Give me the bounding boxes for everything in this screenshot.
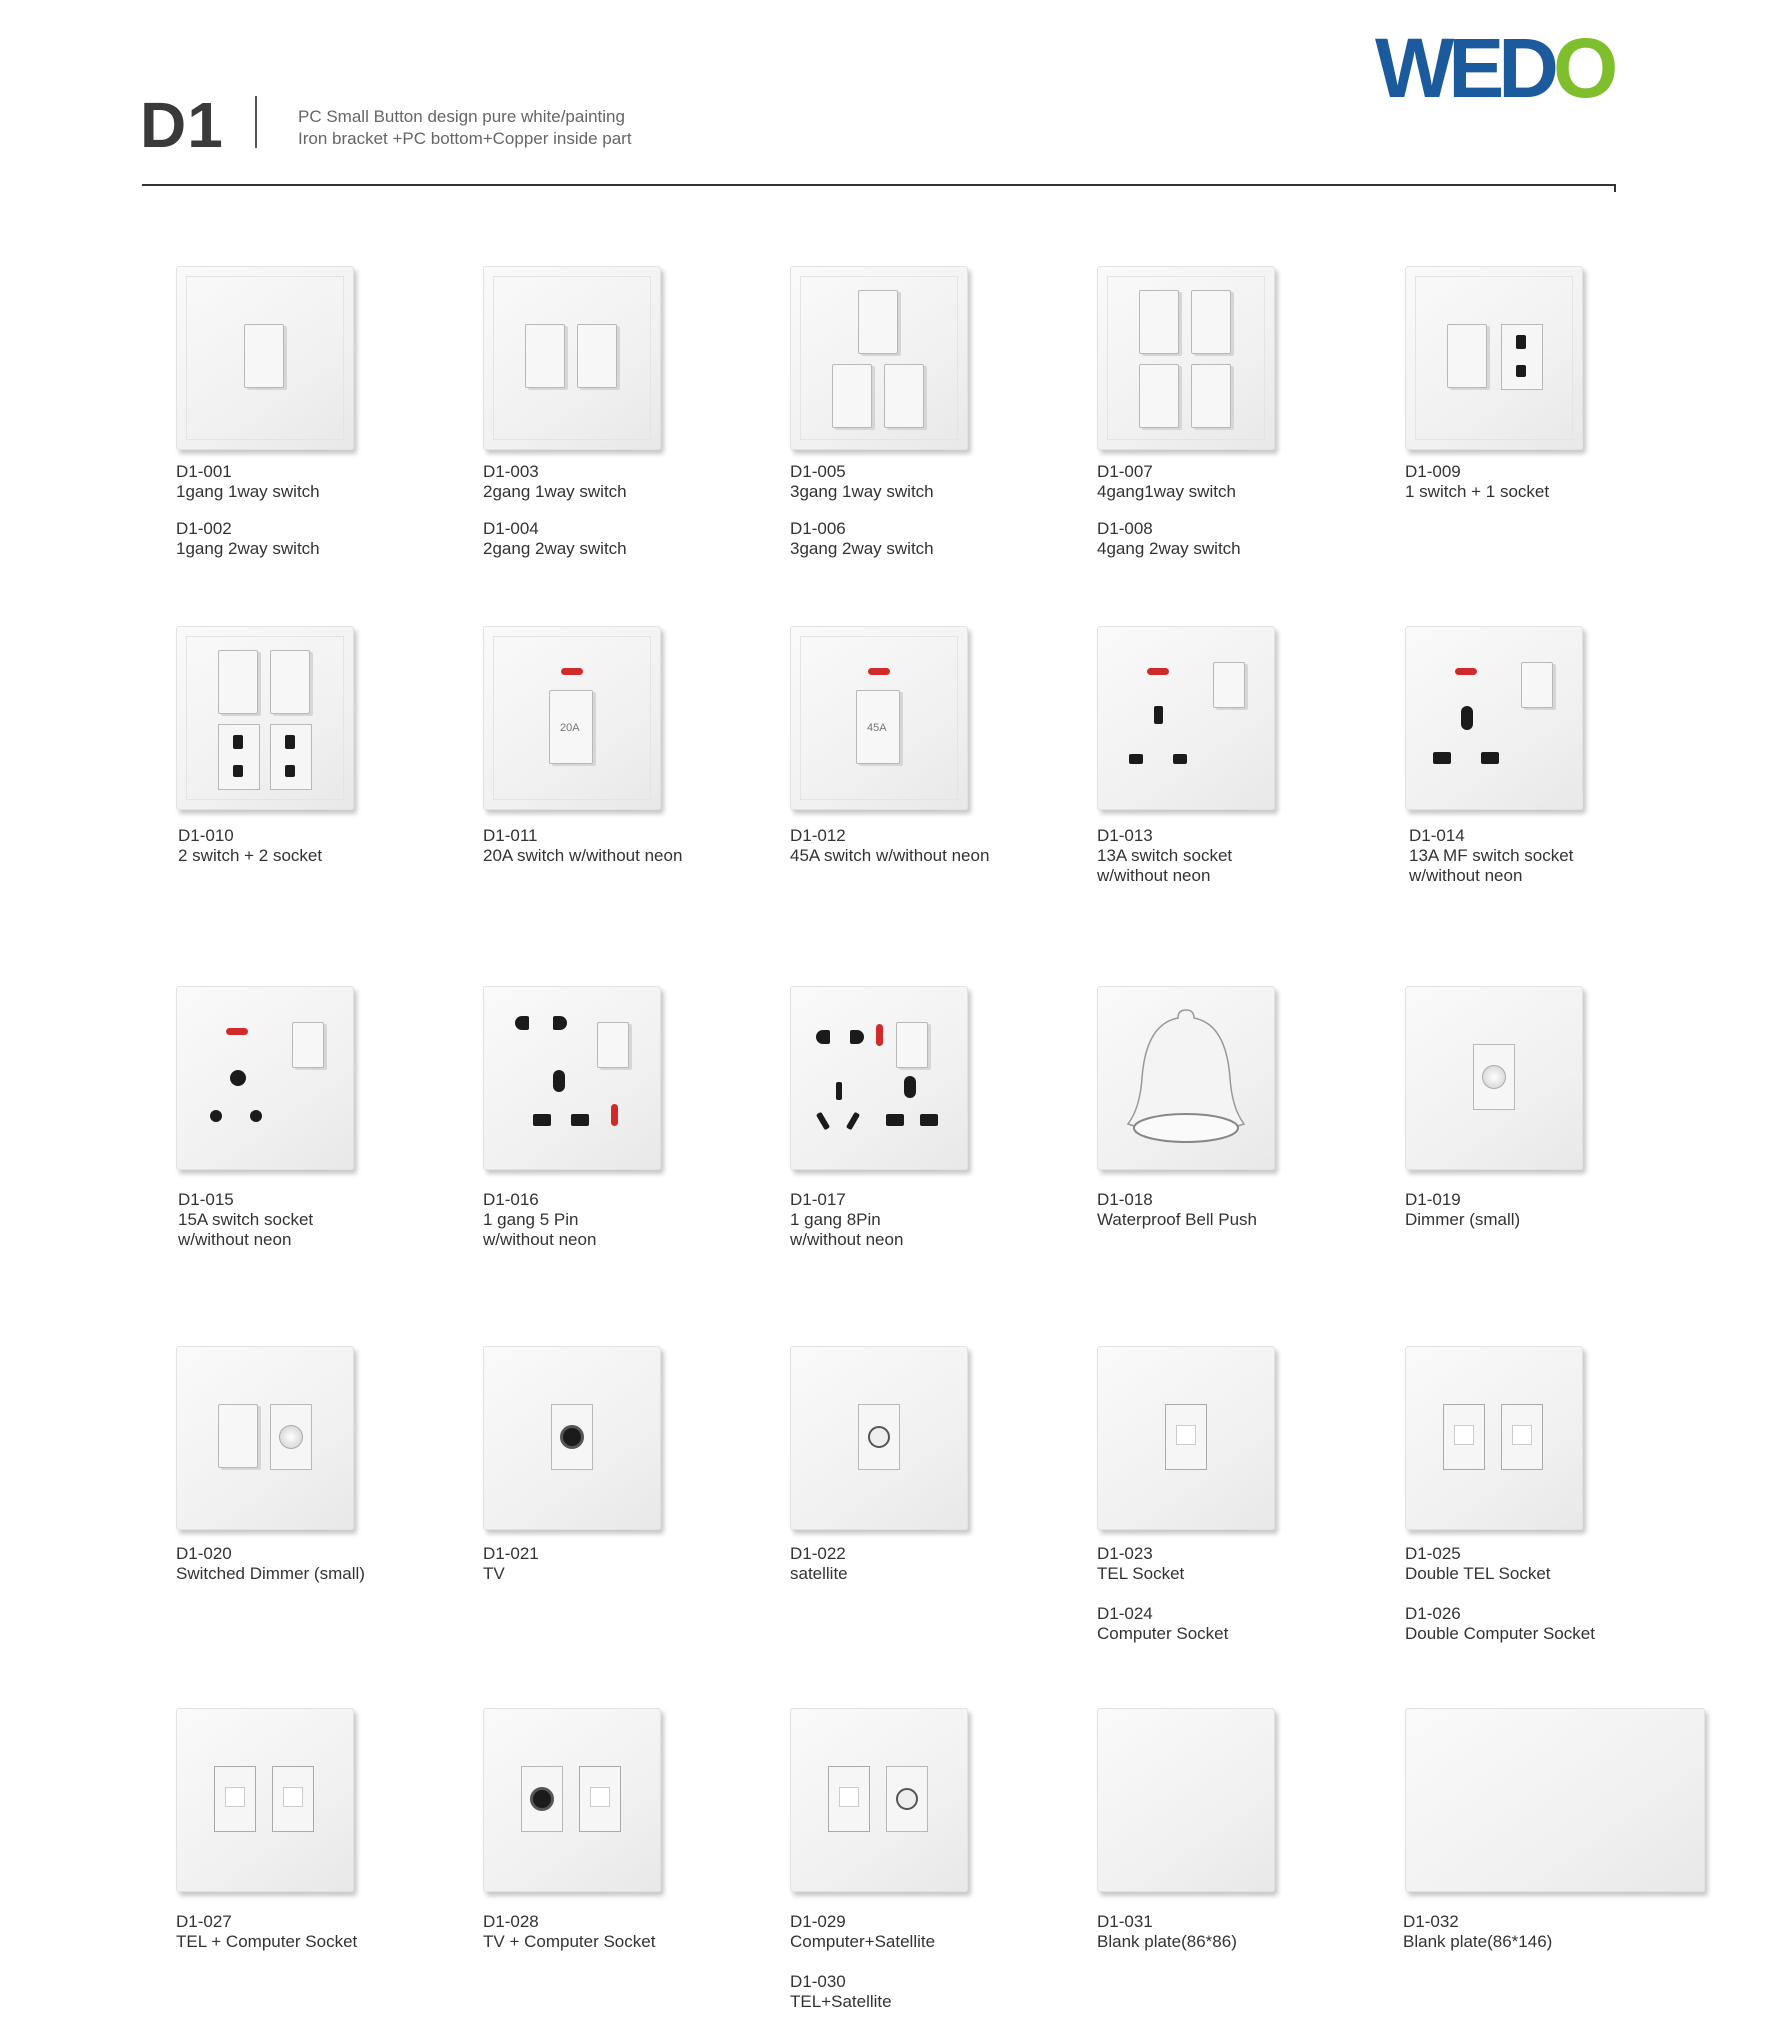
product-code: D1-010 — [178, 826, 234, 845]
product-image-d1-005 — [790, 266, 968, 450]
product-image-d1-018 — [1097, 986, 1275, 1170]
product-code: D1-016 — [483, 1190, 539, 1209]
product-image-d1-003 — [483, 266, 661, 450]
product-image-d1-016 — [483, 986, 661, 1170]
product-code: D1-008 — [1097, 519, 1153, 538]
product-image-d1-021 — [483, 1346, 661, 1530]
product-code: D1-027 — [176, 1912, 232, 1931]
product-code: D1-014 — [1409, 826, 1465, 845]
product-image-d1-014 — [1405, 626, 1583, 810]
satellite-port-icon — [868, 1426, 890, 1448]
logo-text-blue: WED — [1375, 21, 1553, 115]
header-rule-cap — [1614, 184, 1616, 192]
product-code: D1-022 — [790, 1544, 846, 1563]
product-code: D1-009 — [1405, 462, 1461, 481]
product-code: D1-031 — [1097, 1912, 1153, 1931]
product-name: 1gang 1way switch — [176, 482, 320, 501]
product-code: D1-011 — [483, 826, 538, 845]
product-name: TV — [483, 1564, 505, 1583]
product-image-d1-019 — [1405, 986, 1583, 1170]
product-code: D1-002 — [176, 519, 232, 538]
product-name: 2gang 1way switch — [483, 482, 627, 501]
product-code: D1-030 — [790, 1972, 846, 1991]
product-code: D1-003 — [483, 462, 539, 481]
product-name: Computer+Satellite — [790, 1932, 936, 1951]
product-name: Double TEL Socket — [1405, 1564, 1551, 1583]
product-name: Blank plate(86*146) — [1403, 1932, 1553, 1951]
product-image-d1-013 — [1097, 626, 1275, 810]
product-name: 4gang1way switch — [1097, 482, 1236, 501]
product-code: D1-001 — [176, 462, 232, 481]
product-name: 13A MF switch socket — [1409, 846, 1574, 865]
product-name: satellite — [790, 1564, 848, 1583]
product-name: 4gang 2way switch — [1097, 539, 1241, 558]
satellite-port-icon — [896, 1788, 918, 1810]
product-image-d1-027 — [176, 1708, 354, 1892]
product-image-d1-025 — [1405, 1346, 1583, 1530]
product-image-d1-009 — [1405, 266, 1583, 450]
product-name: 1 switch + 1 socket — [1405, 482, 1550, 501]
logo-text-green: O — [1552, 21, 1613, 115]
product-name-cont: w/without neon — [483, 1230, 597, 1249]
product-code: D1-021 — [483, 1544, 539, 1563]
product-image-d1-012 — [790, 626, 968, 810]
product-image-d1-028 — [483, 1708, 661, 1892]
product-image-d1-031 — [1097, 1708, 1275, 1892]
dimmer-knob-icon — [1482, 1065, 1506, 1089]
product-name: TEL Socket — [1097, 1564, 1185, 1583]
product-image-d1-015 — [176, 986, 354, 1170]
product-name: 3gang 1way switch — [790, 482, 934, 501]
description-line-2: Iron bracket +PC bottom+Copper inside part — [298, 129, 632, 148]
product-name: Blank plate(86*86) — [1097, 1932, 1237, 1951]
tv-port-icon — [530, 1787, 554, 1811]
catalog-series-code: D1 — [140, 89, 224, 161]
amp-rating: 20A — [560, 722, 580, 734]
product-image-d1-007 — [1097, 266, 1275, 450]
product-code: D1-004 — [483, 519, 539, 538]
product-name: TEL + Computer Socket — [176, 1932, 358, 1951]
product-name: 3gang 2way switch — [790, 539, 934, 558]
product-name: Double Computer Socket — [1405, 1624, 1595, 1643]
product-image-d1-011 — [483, 626, 661, 810]
product-image-d1-032 — [1405, 1708, 1705, 1892]
product-code: D1-015 — [178, 1190, 234, 1209]
product-name: Waterproof Bell Push — [1097, 1210, 1257, 1229]
series-description — [298, 106, 632, 150]
product-name: 45A switch w/without neon — [790, 846, 990, 865]
product-name-cont: w/without neon — [1097, 866, 1211, 885]
amp-rating: 45A — [867, 722, 887, 734]
product-code: D1-017 — [790, 1190, 846, 1209]
product-name: 20A switch w/without neon — [483, 846, 683, 865]
brand-logo — [1375, 21, 1613, 115]
product-image-d1-001 — [176, 266, 354, 450]
product-name: TV + Computer Socket — [483, 1932, 656, 1951]
product-code: D1-012 — [790, 826, 846, 845]
product-name: 1 gang 8Pin — [790, 1210, 881, 1229]
product-code: D1-032 — [1403, 1912, 1459, 1931]
product-code: D1-026 — [1405, 1604, 1461, 1623]
product-image-d1-010 — [176, 626, 354, 810]
product-name: 2gang 2way switch — [483, 539, 627, 558]
product-image-d1-020 — [176, 1346, 354, 1530]
product-image-d1-029 — [790, 1708, 968, 1892]
product-name: 1gang 2way switch — [176, 539, 320, 558]
product-name-cont: w/without neon — [790, 1230, 904, 1249]
header-rule — [142, 184, 1616, 186]
dimmer-knob-icon — [279, 1425, 303, 1449]
product-code: D1-007 — [1097, 462, 1153, 481]
product-code: D1-019 — [1405, 1190, 1461, 1209]
product-name: 2 switch + 2 socket — [178, 846, 323, 865]
product-image-d1-023 — [1097, 1346, 1275, 1530]
product-image-d1-022 — [790, 1346, 968, 1530]
bell-icon — [1097, 986, 1275, 1170]
product-name-cont: w/without neon — [178, 1230, 292, 1249]
product-code: D1-029 — [790, 1912, 846, 1931]
product-image-d1-017 — [790, 986, 968, 1170]
product-name: 15A switch socket — [178, 1210, 314, 1229]
product-name: TEL+Satellite — [790, 1992, 892, 2011]
product-code: D1-028 — [483, 1912, 539, 1931]
product-name: Switched Dimmer (small) — [176, 1564, 365, 1583]
product-code: D1-006 — [790, 519, 846, 538]
product-code: D1-005 — [790, 462, 846, 481]
product-code: D1-013 — [1097, 826, 1153, 845]
product-code: D1-024 — [1097, 1604, 1153, 1623]
product-code: D1-023 — [1097, 1544, 1153, 1563]
product-name: Computer Socket — [1097, 1624, 1229, 1643]
product-name: 13A switch socket — [1097, 846, 1233, 865]
description-line-1: PC Small Button design pure white/painting — [298, 107, 625, 126]
header-divider — [255, 96, 257, 148]
product-code: D1-020 — [176, 1544, 232, 1563]
product-name-cont: w/without neon — [1409, 866, 1523, 885]
product-code: D1-018 — [1097, 1190, 1153, 1209]
product-code: D1-025 — [1405, 1544, 1461, 1563]
tv-port-icon — [560, 1425, 584, 1449]
product-name: Dimmer (small) — [1405, 1210, 1521, 1229]
product-name: 1 gang 5 Pin — [483, 1210, 579, 1229]
